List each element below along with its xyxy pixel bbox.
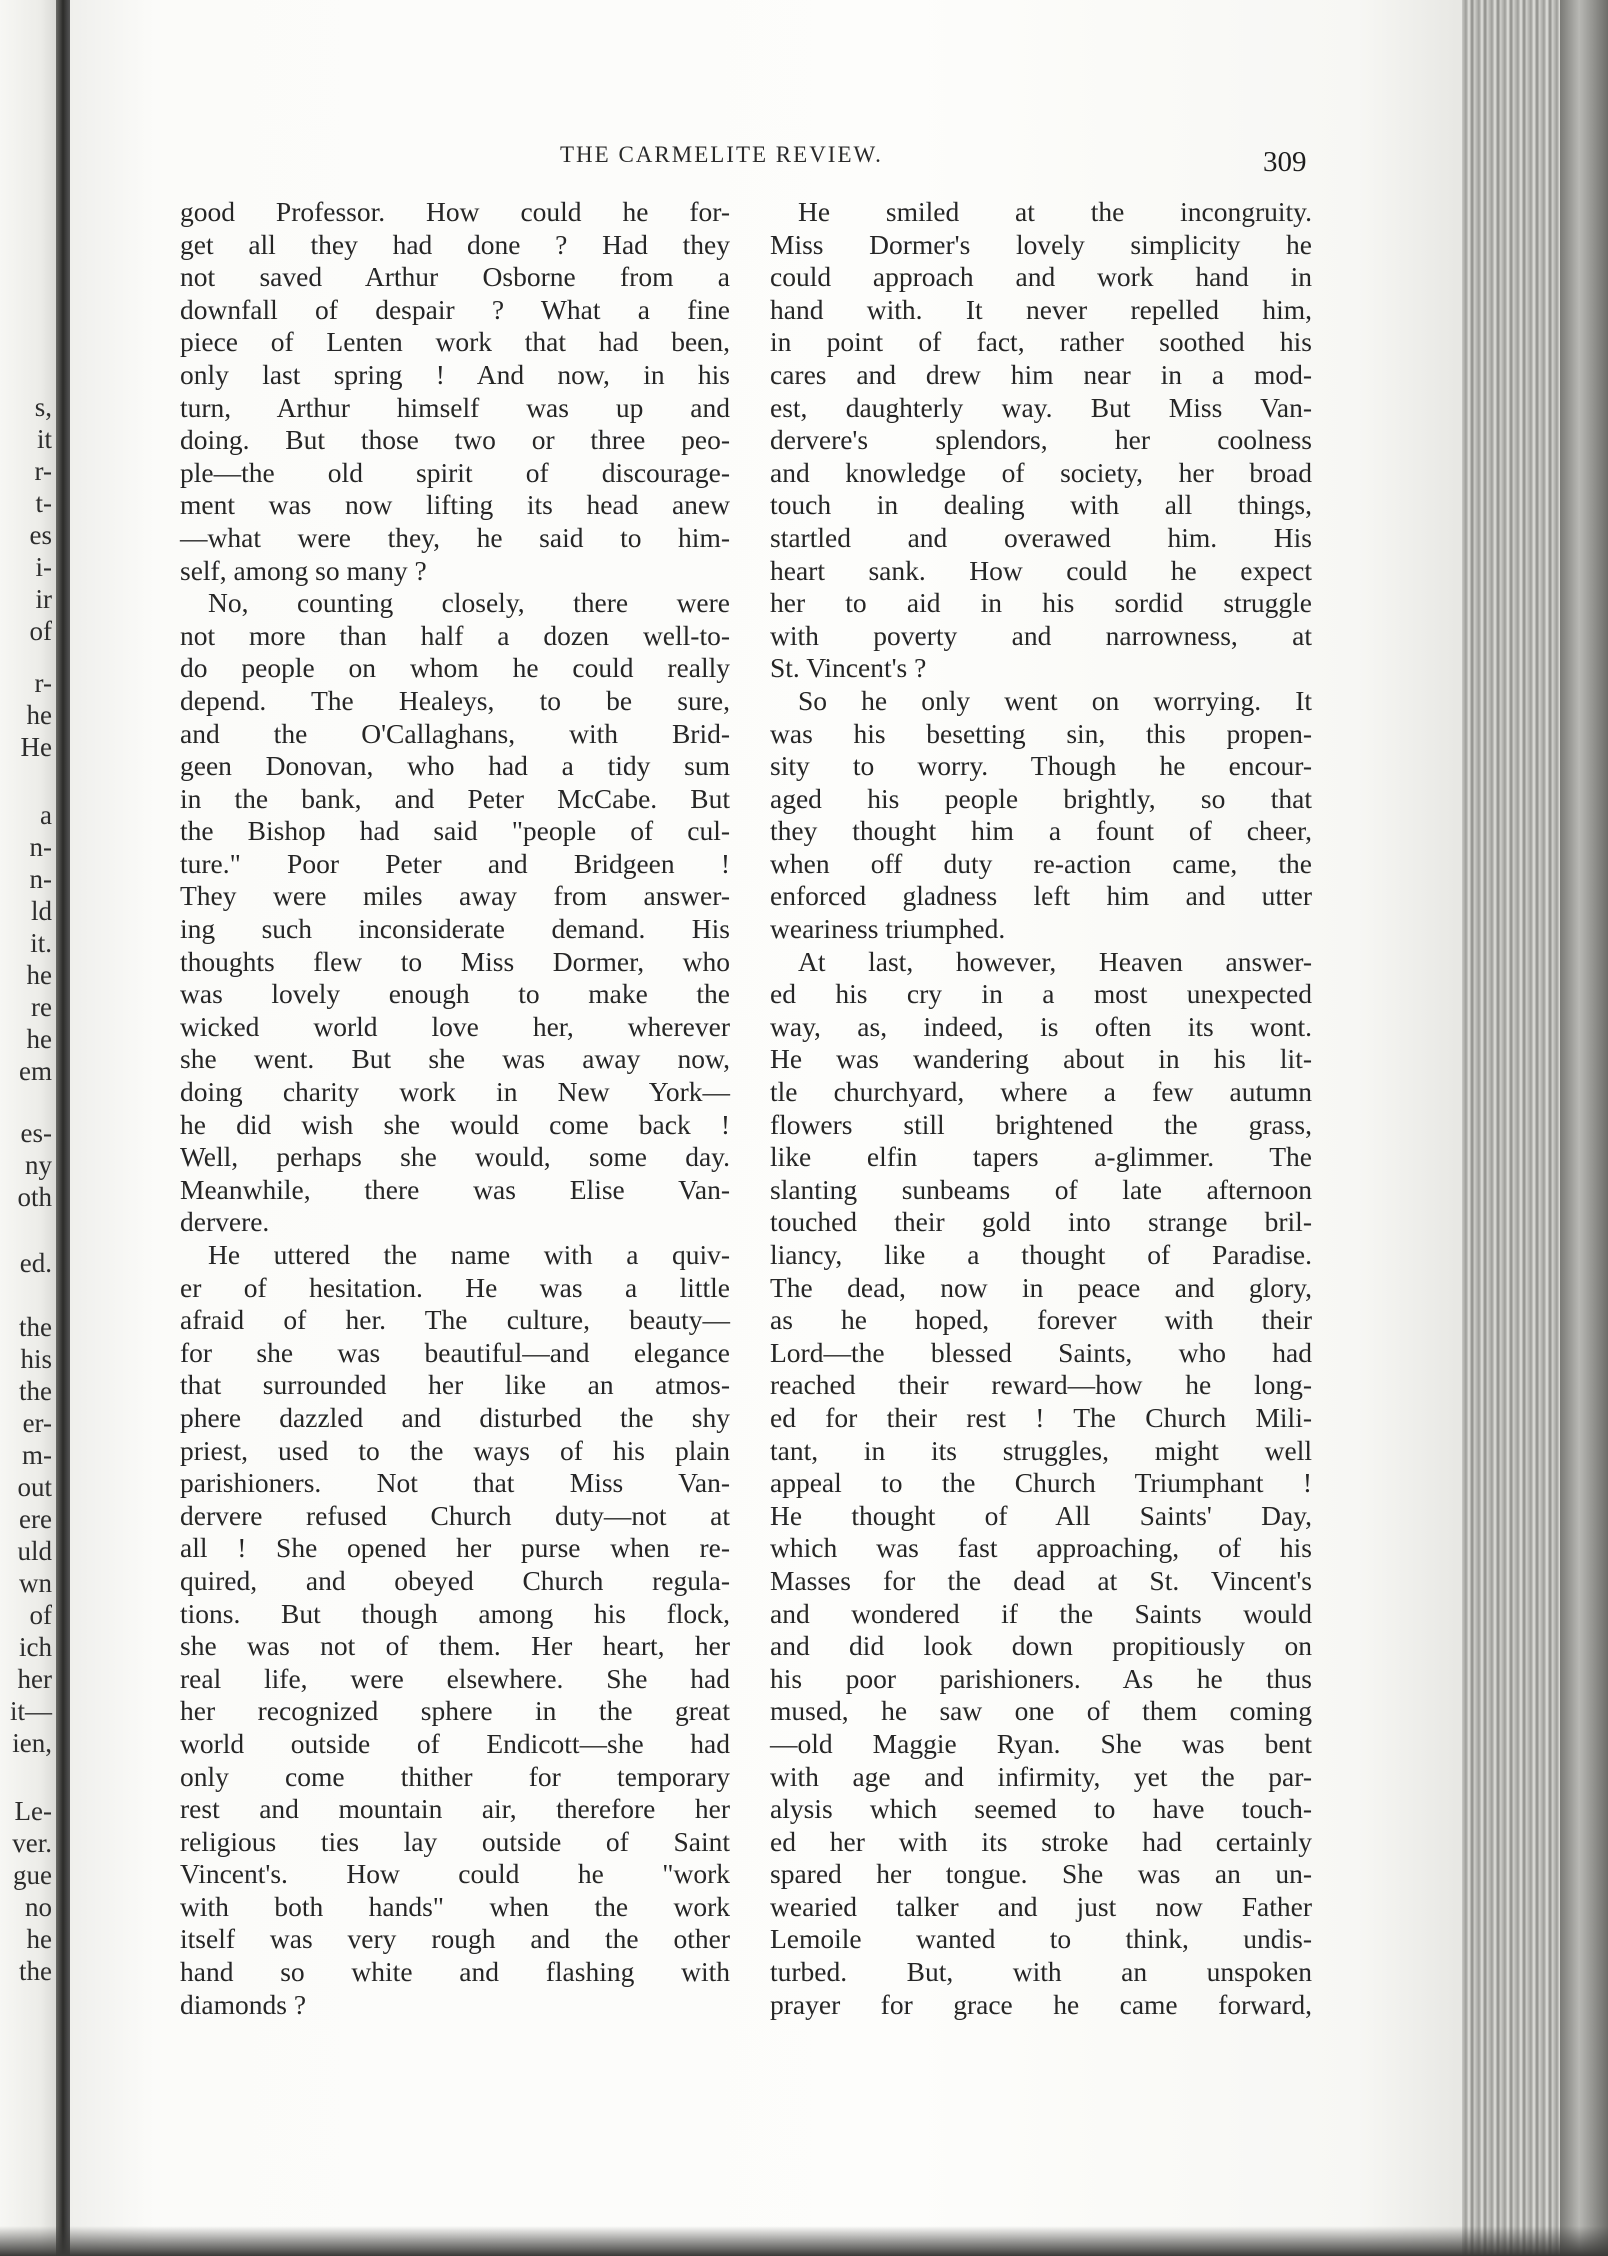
previous-page-fragment: it — [36, 424, 52, 454]
running-header: THE CARMELITE REVIEW. — [560, 142, 883, 167]
scan-bottom-shadow — [0, 2226, 1608, 2256]
previous-page-fragment: it— — [9, 1696, 52, 1726]
previous-page-fragment: ich — [19, 1632, 52, 1662]
previous-page-fragment: the — [19, 1312, 52, 1342]
text-line: Lord—the blessed Saints, who had — [770, 1336, 1312, 1368]
text-line: sity to worry. Though he encour- — [770, 750, 1312, 782]
text-line: quired, and obeyed Church regula- — [180, 1564, 730, 1596]
text-line: and did look down propitiously on — [770, 1630, 1312, 1662]
text-line: not saved Arthur Osborne from a — [180, 261, 730, 293]
text-line: wicked world love her, wherever — [180, 1010, 730, 1042]
text-line: flowers still brightened the grass, — [770, 1108, 1312, 1140]
text-line: dervere refused Church duty—not at — [180, 1499, 730, 1531]
previous-page-fragment: ver. — [12, 1828, 52, 1858]
text-line: depend. The Healeys, to be sure, — [180, 684, 730, 716]
text-line: they thought him a fount of cheer, — [770, 815, 1312, 847]
text-line: aged his people brightly, so that — [770, 782, 1312, 814]
text-line: Miss Dormer's lovely simplicity he — [770, 228, 1312, 260]
text-line: Masses for the dead at St. Vincent's — [770, 1564, 1312, 1596]
text-line: and the O'Callaghans, with Brid- — [180, 717, 730, 749]
previous-page-fragment: he — [26, 1024, 52, 1054]
text-line: The dead, now in peace and glory, — [770, 1271, 1312, 1303]
text-line: Meanwhile, there was Elise Van- — [180, 1173, 730, 1205]
text-line: ed his cry in a most unexpected — [770, 978, 1312, 1010]
text-line: slanting sunbeams of late afternoon — [770, 1173, 1312, 1205]
previous-page-margin — [0, 0, 58, 2256]
page-number: 309 — [1263, 146, 1307, 178]
text-line: prayer for grace he came forward, — [770, 1988, 1312, 2020]
text-line: with age and infirmity, yet the par- — [770, 1760, 1312, 1792]
text-line: and wondered if the Saints would — [770, 1597, 1312, 1629]
text-line: world outside of Endicott—she had — [180, 1727, 730, 1759]
text-line: touch in dealing with all things, — [770, 489, 1312, 521]
right-column — [770, 196, 1312, 2021]
text-line: like elfin tapers a-glimmer. The — [770, 1141, 1312, 1173]
text-line: Lemoile wanted to think, undis- — [770, 1923, 1312, 1955]
text-line: which was fast approaching, of his — [770, 1532, 1312, 1564]
text-line: ple—the old spirit of discourage- — [180, 456, 730, 488]
previous-page-fragment: of — [29, 1600, 52, 1630]
text-line: turn, Arthur himself was up and — [180, 391, 730, 423]
text-line: —what were they, he said to him- — [180, 521, 730, 553]
text-line: her recognized sphere in the great — [180, 1695, 730, 1727]
text-line: parishioners. Not that Miss Van- — [180, 1467, 730, 1499]
text-line: tle churchyard, where a few autumn — [770, 1076, 1312, 1108]
book-spine — [56, 0, 70, 2256]
previous-page-fragment: his — [20, 1344, 52, 1374]
left-column — [180, 196, 730, 2021]
text-line: So he only went on worrying. It — [798, 684, 1312, 716]
text-line: for she was beautiful—and elegance — [180, 1336, 730, 1368]
text-line: ture." Poor Peter and Bridgeen ! — [180, 847, 730, 879]
text-line: cares and drew him near in a mod- — [770, 358, 1312, 390]
text-line: mused, he saw one of them coming — [770, 1695, 1312, 1727]
text-line: ment was now lifting its head anew — [180, 489, 730, 521]
previous-page-fragment: ld — [30, 896, 52, 926]
text-line: enforced gladness left him and utter — [770, 880, 1312, 912]
text-line: in the bank, and Peter McCabe. But — [180, 782, 730, 814]
previous-page-fragment: n- — [29, 832, 52, 862]
previous-page-fragment: re — [31, 992, 52, 1022]
text-line: He thought of All Saints' Day, — [770, 1499, 1312, 1531]
text-line: tant, in its struggles, might well — [770, 1434, 1312, 1466]
previous-page-fragment: Le- — [14, 1796, 52, 1826]
text-line: piece of Lenten work that had been, — [180, 326, 730, 358]
text-line: diamonds ? — [180, 1988, 307, 2020]
previous-page-fragment: he — [26, 700, 52, 730]
text-line: Well, perhaps she would, some day. — [180, 1141, 730, 1173]
previous-page-fragment: of — [29, 616, 52, 646]
previous-page-fragment: em — [19, 1056, 52, 1086]
previous-page-fragment: out — [17, 1472, 52, 1502]
text-line: she was not of them. Her heart, her — [180, 1630, 730, 1662]
text-line: priest, used to the ways of his plain — [180, 1434, 730, 1466]
text-line: way, as, indeed, is often its wont. — [770, 1010, 1312, 1042]
text-line: ing such inconsiderate demand. His — [180, 913, 730, 945]
previous-page-fragment: ed. — [19, 1248, 52, 1278]
text-line: dervere's splendors, her coolness — [770, 424, 1312, 456]
text-line: geen Donovan, who had a tidy sum — [180, 750, 730, 782]
text-line: do people on whom he could really — [180, 652, 730, 684]
previous-page-fragment: the — [19, 1956, 52, 1986]
previous-page-fragment: no — [25, 1892, 52, 1922]
text-line: was lovely enough to make the — [180, 978, 730, 1010]
text-line: reached their reward—how he long- — [770, 1369, 1312, 1401]
text-line: get all they had done ? Had they — [180, 228, 730, 260]
text-line: touched their gold into strange bril- — [770, 1206, 1312, 1238]
text-line: alysis which seemed to have touch- — [770, 1793, 1312, 1825]
text-line: hand so white and flashing with — [180, 1956, 730, 1988]
previous-page-fragment: n- — [29, 864, 52, 894]
previous-page-fragment: ere — [19, 1504, 52, 1534]
text-line: doing. But those two or three peo- — [180, 424, 730, 456]
book-cover-edge — [1560, 0, 1608, 2256]
previous-page-fragment: gue — [13, 1860, 52, 1890]
text-line: that surrounded her like an atmos- — [180, 1369, 730, 1401]
text-line: with poverty and narrowness, at — [770, 619, 1312, 651]
previous-page-fragment: her — [17, 1664, 52, 1694]
previous-page-fragment: the — [19, 1376, 52, 1406]
text-line: startled and overawed him. His — [770, 521, 1312, 553]
text-line: thoughts flew to Miss Dormer, who — [180, 945, 730, 977]
previous-page-fragment: es — [29, 520, 52, 550]
text-line: when off duty re-action came, the — [770, 847, 1312, 879]
text-line: only come thither for temporary — [180, 1760, 730, 1792]
text-line: spared her tongue. She was an un- — [770, 1858, 1312, 1890]
text-line: He was wandering about in his lit- — [770, 1043, 1312, 1075]
text-line: her to aid in his sordid struggle — [770, 587, 1312, 619]
previous-page-fragment: He — [20, 732, 52, 762]
text-line: tions. But though among his flock, — [180, 1597, 730, 1629]
previous-page-fragment: t- — [35, 488, 52, 518]
text-line: not more than half a dozen well-to- — [180, 619, 730, 651]
text-line: good Professor. How could he for- — [180, 196, 730, 227]
text-line: and knowledge of society, her broad — [770, 456, 1312, 488]
text-line: est, daughterly way. But Miss Van- — [770, 391, 1312, 423]
previous-page-fragment: wn — [19, 1568, 52, 1598]
text-line: doing charity work in New York— — [180, 1076, 730, 1108]
text-line: They were miles away from answer- — [180, 880, 730, 912]
previous-page-fragment: ny — [25, 1150, 52, 1180]
text-line: phere dazzled and disturbed the shy — [180, 1401, 730, 1433]
text-line: in point of fact, rather soothed his — [770, 326, 1312, 358]
previous-page-fragment: it. — [30, 928, 52, 958]
previous-page-fragment: m- — [22, 1440, 52, 1470]
text-line: —old Maggie Ryan. She was bent — [770, 1727, 1312, 1759]
text-line: she went. But she was away now, — [180, 1043, 730, 1075]
text-line: He uttered the name with a quiv- — [208, 1239, 730, 1270]
text-line: heart sank. How could he expect — [770, 554, 1312, 586]
text-line: ed her with its stroke had certainly — [770, 1825, 1312, 1857]
text-line: his poor parishioners. As he thus — [770, 1662, 1312, 1694]
text-line: Vincent's. How could he "work — [180, 1858, 730, 1890]
text-line: afraid of her. The culture, beauty— — [180, 1304, 730, 1336]
text-line: as he hoped, forever with their — [770, 1304, 1312, 1336]
text-line: religious ties lay outside of Saint — [180, 1825, 730, 1857]
text-line: could approach and work hand in — [770, 261, 1312, 293]
previous-page-fragment: er- — [22, 1408, 52, 1438]
previous-page-fragment: es- — [20, 1118, 52, 1148]
text-line: hand with. It never repelled him, — [770, 293, 1312, 325]
previous-page-fragment: a — [40, 800, 52, 830]
text-line: he did wish she would come back ! — [180, 1108, 730, 1140]
text-line: with both hands" when the work — [180, 1890, 730, 1922]
text-line: No, counting closely, there were — [208, 587, 730, 619]
text-line: real life, were elsewhere. She had — [180, 1662, 730, 1694]
text-line: St. Vincent's ? — [770, 652, 927, 684]
previous-page-fragment: r- — [34, 668, 52, 698]
previous-page-fragment: s, — [34, 392, 52, 422]
text-line: weariness triumphed. — [770, 913, 1006, 945]
text-line: was his besetting sin, this propen- — [770, 717, 1312, 749]
text-line: At last, however, Heaven answer- — [798, 945, 1312, 977]
text-line: turbed. But, with an unspoken — [770, 1956, 1312, 1988]
previous-page-fragment: uld — [17, 1536, 52, 1566]
text-line: appeal to the Church Triumphant ! — [770, 1467, 1312, 1499]
previous-page-fragment: i- — [35, 552, 52, 582]
previous-page-fragment: he — [26, 1924, 52, 1954]
text-line: wearied talker and just now Father — [770, 1890, 1312, 1922]
text-line: dervere. — [180, 1206, 270, 1238]
text-line: self, among so many ? — [180, 554, 427, 586]
text-line: er of hesitation. He was a little — [180, 1271, 730, 1303]
text-line: only last spring ! And now, in his — [180, 358, 730, 390]
text-line: rest and mountain air, therefore her — [180, 1793, 730, 1825]
previous-page-fragment: ien, — [12, 1728, 52, 1758]
previous-page-fragment: r- — [34, 456, 52, 486]
text-line: the Bishop had said "people of cul- — [180, 815, 730, 847]
previous-page-fragment: ir — [35, 584, 52, 614]
text-line: ed for their rest ! The Church Mili- — [770, 1401, 1312, 1433]
text-line: liancy, like a thought of Paradise. — [770, 1239, 1312, 1270]
text-line: all ! She opened her purse when re- — [180, 1532, 730, 1564]
previous-page-fragment: he — [26, 960, 52, 990]
previous-page-fragment: oth — [17, 1182, 52, 1212]
text-line: downfall of despair ? What a fine — [180, 293, 730, 325]
text-line: He smiled at the incongruity. — [798, 196, 1312, 227]
text-line: itself was very rough and the other — [180, 1923, 730, 1955]
